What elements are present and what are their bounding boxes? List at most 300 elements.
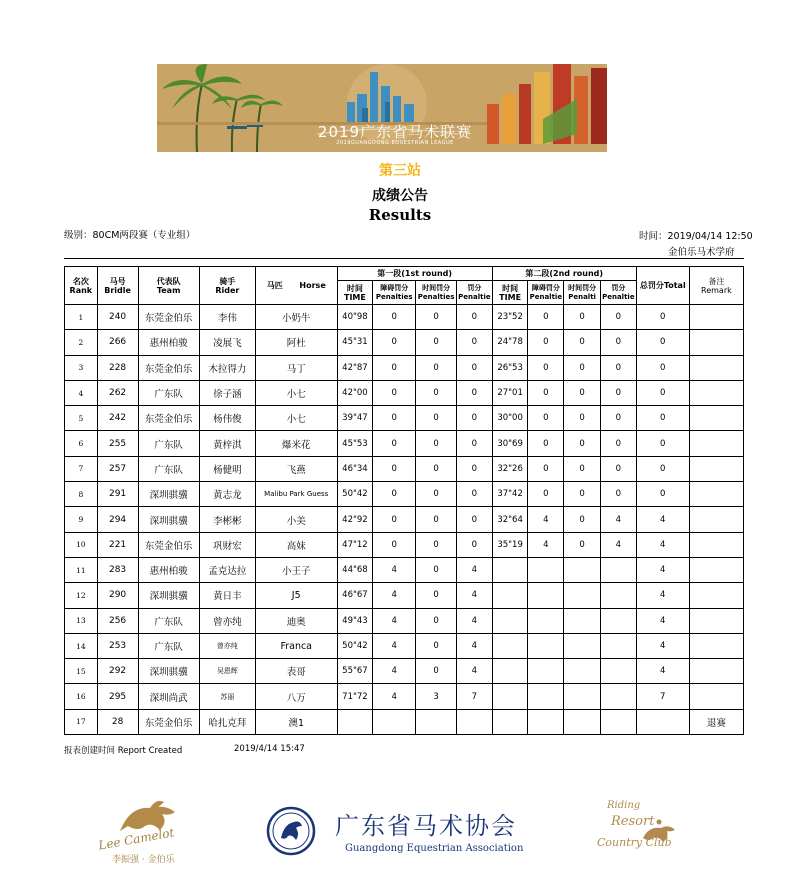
bridle-cell: 221 [97,532,138,557]
r2-penalty-cell [600,583,636,608]
r1-time-penalty-cell: 0 [416,608,457,633]
r1-obstacle-penalty-cell: 4 [373,583,416,608]
horse-cell: 小七 [255,406,337,431]
horse-cell: J5 [255,583,337,608]
rank-cell: 4 [65,380,98,405]
r1-obstacle-penalty-cell [373,709,416,734]
header-horse: 马匹 Horse [255,267,337,305]
r1-obstacle-penalty-cell: 4 [373,557,416,582]
r2-obstacle-penalty-cell [528,583,564,608]
r1-penalty-cell: 0 [457,532,493,557]
bridle-cell: 257 [97,456,138,481]
r1-penalty-cell: 4 [457,583,493,608]
riding-script: Riding [607,800,641,811]
header-r2-time: 时间 TIME [492,281,528,305]
r2-obstacle-penalty-cell: 0 [528,456,564,481]
r2-time-penalty-cell: 0 [564,431,601,456]
r1-time-cell: 50"42 [337,633,373,658]
bridle-cell: 294 [97,507,138,532]
report-created-value: 2019/4/14 15:47 [234,744,305,754]
total-cell: 0 [636,456,689,481]
r1-obstacle-penalty-cell: 0 [373,305,416,330]
horse-cell: 澳1 [255,709,337,734]
r2-time-penalty-cell [564,608,601,633]
r1-time-penalty-cell: 0 [416,380,457,405]
remark-cell [689,583,743,608]
r1-penalty-cell: 4 [457,633,493,658]
rank-cell: 1 [65,305,98,330]
total-cell: 0 [636,431,689,456]
bridle-cell: 292 [97,659,138,684]
header-total: 总罚分Total [636,267,689,305]
r1-penalty-cell: 0 [457,380,493,405]
r1-time-cell: 42"87 [337,355,373,380]
remark-cell [689,330,743,355]
table-row [65,330,744,355]
r2-time-cell: 27"01 [492,380,528,405]
banner-subtitle: 2019GUANGDONG EQUESTRIAN LEAGUE [336,140,454,146]
r2-penalty-cell [600,633,636,658]
bridle-cell: 295 [97,684,138,709]
remark-cell [689,431,743,456]
association-emblem-icon [266,806,316,856]
riding-resort-logo [593,796,683,866]
r1-time-cell: 45"53 [337,431,373,456]
header-r2-obstacle-penalties: 障碍罚分 Penaltie [528,281,564,305]
r2-time-penalty-cell: 0 [564,330,601,355]
horse-cell: 迪奥 [255,608,337,633]
r1-obstacle-penalty-cell: 0 [373,330,416,355]
team-cell: 东莞金伯乐 [138,709,199,734]
r1-time-cell: 42"92 [337,507,373,532]
remark-cell [689,684,743,709]
rider-cell: 徐子涵 [199,380,255,405]
r2-penalty-cell: 0 [600,355,636,380]
rank-cell: 11 [65,557,98,582]
r1-obstacle-penalty-cell: 4 [373,684,416,709]
r2-penalty-cell: 0 [600,456,636,481]
r2-obstacle-penalty-cell [528,659,564,684]
r1-time-penalty-cell: 0 [416,557,457,582]
horse-cell: 阿杜 [255,330,337,355]
r1-time-cell: 50"42 [337,482,373,507]
r2-time-penalty-cell [564,659,601,684]
table-row [65,456,744,481]
r1-time-penalty-cell: 0 [416,406,457,431]
table-row [65,406,744,431]
association-name-cn: 广东省马术协会 [335,812,517,840]
remark-cell [689,482,743,507]
r2-time-cell: 30"00 [492,406,528,431]
remark-cell [689,355,743,380]
horse-cell: 小七 [255,380,337,405]
bridle-cell: 290 [97,583,138,608]
total-cell: 4 [636,583,689,608]
horse-cell: 小美 [255,507,337,532]
lee-camelot-cn: 李振强 · 金伯乐 [112,855,175,865]
r1-time-cell [337,709,373,734]
r2-time-penalty-cell [564,583,601,608]
header-remark: 备注 Remark [689,267,743,305]
total-cell [636,709,689,734]
remark-cell [689,456,743,481]
r2-time-cell: 24"78 [492,330,528,355]
remark-cell [689,305,743,330]
rider-horse-icon [639,818,679,844]
total-cell: 4 [636,557,689,582]
r2-time-cell [492,608,528,633]
r1-time-cell: 71"72 [337,684,373,709]
r1-time-penalty-cell: 0 [416,507,457,532]
rank-cell: 10 [65,532,98,557]
team-cell: 深圳骐骥 [138,659,199,684]
rank-cell: 14 [65,633,98,658]
rank-cell: 2 [65,330,98,355]
r2-time-cell [492,684,528,709]
r1-time-penalty-cell: 0 [416,532,457,557]
rider-cell: 黄志龙 [199,482,255,507]
r1-penalty-cell: 0 [457,406,493,431]
rank-cell: 6 [65,431,98,456]
rider-cell: 黄梓淇 [199,431,255,456]
banner-title: 2019广东省马术联赛 [317,123,473,141]
horse-cell: 小王子 [255,557,337,582]
r1-penalty-cell: 0 [457,456,493,481]
bridle-cell: 240 [97,305,138,330]
r1-time-penalty-cell [416,709,457,734]
r1-obstacle-penalty-cell: 4 [373,659,416,684]
bridle-cell: 253 [97,633,138,658]
header-team: 代表队 Team [138,267,199,305]
horse-cell: Malibu Park Guess [255,482,337,507]
r2-time-penalty-cell [564,557,601,582]
team-cell: 广东队 [138,456,199,481]
table-row [65,583,744,608]
rank-cell: 12 [65,583,98,608]
horse-cell: Franca [255,633,337,658]
country-club-script: Country Club [597,836,672,849]
event-time: 时间：2019/04/14 12:50 [639,231,753,242]
organizer: 金伯乐马术学府 [668,247,735,258]
r2-time-cell: 35"19 [492,532,528,557]
rank-cell: 16 [65,684,98,709]
team-cell: 东莞金伯乐 [138,305,199,330]
remark-cell: 退赛 [689,709,743,734]
r2-time-cell: 26"53 [492,355,528,380]
team-cell: 东莞金伯乐 [138,406,199,431]
r2-time-cell: 32"64 [492,507,528,532]
r1-obstacle-penalty-cell: 4 [373,633,416,658]
total-cell: 4 [636,532,689,557]
table-row [65,557,744,582]
r1-penalty-cell: 4 [457,557,493,582]
r1-time-penalty-cell: 3 [416,684,457,709]
horse-cell: 高妹 [255,532,337,557]
r1-penalty-cell: 0 [457,355,493,380]
header-rank: 名次 Rank [65,267,98,305]
remark-cell [689,507,743,532]
r2-penalty-cell: 0 [600,380,636,405]
bridle-cell: 242 [97,406,138,431]
r2-penalty-cell: 4 [600,507,636,532]
r1-penalty-cell: 4 [457,608,493,633]
bridle-cell: 283 [97,557,138,582]
remark-cell [689,659,743,684]
team-cell: 惠州柏骏 [138,557,199,582]
r1-time-cell: 47"12 [337,532,373,557]
r2-obstacle-penalty-cell: 0 [528,431,564,456]
rider-cell: 木拉得力 [199,355,255,380]
header-r1-time: 时间 TIME [337,281,373,305]
results-title: Results [368,206,432,224]
r2-time-cell: 30"69 [492,431,528,456]
table-row [65,305,744,330]
r2-time-penalty-cell: 0 [564,532,601,557]
association-name-en: Guangdong Equestrian Association [345,843,524,854]
rank-cell: 17 [65,709,98,734]
header-r2-time-penalties: 时间罚分 Penalti [564,281,601,305]
table-row [65,355,744,380]
r1-obstacle-penalty-cell: 0 [373,507,416,532]
r1-obstacle-penalty-cell: 4 [373,608,416,633]
r2-time-cell [492,709,528,734]
rider-cell: 巩财宏 [199,532,255,557]
remark-cell [689,557,743,582]
rider-cell: 黄日丰 [199,583,255,608]
team-cell: 深圳骐骥 [138,583,199,608]
r2-obstacle-penalty-cell [528,633,564,658]
r2-penalty-cell [600,608,636,633]
r1-penalty-cell: 7 [457,684,493,709]
r2-time-penalty-cell: 0 [564,380,601,405]
total-cell: 0 [636,406,689,431]
r1-obstacle-penalty-cell: 0 [373,456,416,481]
bridle-cell: 262 [97,380,138,405]
lee-camelot-logo [90,796,200,871]
r1-penalty-cell [457,709,493,734]
r1-time-penalty-cell: 0 [416,583,457,608]
total-cell: 0 [636,482,689,507]
table-row [65,633,744,658]
r2-penalty-cell [600,709,636,734]
rider-cell: 杨伟俊 [199,406,255,431]
total-cell: 7 [636,684,689,709]
r1-time-penalty-cell: 0 [416,633,457,658]
r2-time-cell [492,583,528,608]
table-row [65,532,744,557]
total-cell: 4 [636,659,689,684]
bridle-cell: 228 [97,355,138,380]
horse-cell: 爆米花 [255,431,337,456]
rider-cell: 李伟 [199,305,255,330]
lee-camelot-script: Lee Camelot [97,825,176,853]
r2-time-cell [492,633,528,658]
team-cell: 广东队 [138,633,199,658]
rider-cell: 曾亦纯 [199,633,255,658]
bridle-cell: 291 [97,482,138,507]
team-cell: 深圳尚武 [138,684,199,709]
header-r1-penalties: 罚分 Penaltie [457,281,493,305]
r1-penalty-cell: 0 [457,305,493,330]
results-table [64,266,744,735]
r2-obstacle-penalty-cell: 4 [528,507,564,532]
rider-cell: 李彬彬 [199,507,255,532]
r2-obstacle-penalty-cell [528,608,564,633]
total-cell: 4 [636,633,689,658]
r1-time-cell: 45"31 [337,330,373,355]
r1-penalty-cell: 0 [457,507,493,532]
horse-cell: 八万 [255,684,337,709]
r1-time-penalty-cell: 0 [416,482,457,507]
bridle-cell: 255 [97,431,138,456]
r2-time-cell [492,557,528,582]
total-cell: 4 [636,608,689,633]
header-r1-obstacle-penalties: 障碍罚分 Penalties [373,281,416,305]
remark-cell [689,532,743,557]
r1-penalty-cell: 4 [457,659,493,684]
r2-penalty-cell [600,684,636,709]
r1-time-cell: 49"43 [337,608,373,633]
r2-obstacle-penalty-cell: 4 [528,532,564,557]
r1-obstacle-penalty-cell: 0 [373,380,416,405]
r1-penalty-cell: 0 [457,482,493,507]
r2-penalty-cell: 0 [600,406,636,431]
r2-penalty-cell: 4 [600,532,636,557]
r1-time-cell: 39"47 [337,406,373,431]
r1-obstacle-penalty-cell: 0 [373,482,416,507]
rank-cell: 5 [65,406,98,431]
r2-time-penalty-cell: 0 [564,482,601,507]
table-row [65,431,744,456]
r2-obstacle-penalty-cell: 0 [528,406,564,431]
r1-time-penalty-cell: 0 [416,456,457,481]
remark-cell [689,406,743,431]
rank-cell: 13 [65,608,98,633]
rider-cell: 孟克达拉 [199,557,255,582]
total-cell: 0 [636,355,689,380]
report-created-label: 报表创建时间 Report Created [64,746,183,756]
r1-obstacle-penalty-cell: 0 [373,406,416,431]
r1-time-cell: 46"34 [337,456,373,481]
rider-cell: 苏丽 [199,684,255,709]
header-divider [64,258,744,259]
total-cell: 0 [636,330,689,355]
r2-obstacle-penalty-cell: 0 [528,330,564,355]
r1-time-cell: 42"00 [337,380,373,405]
table-row [65,608,744,633]
r2-obstacle-penalty-cell [528,684,564,709]
bridle-cell: 256 [97,608,138,633]
r1-time-penalty-cell: 0 [416,659,457,684]
r2-obstacle-penalty-cell [528,557,564,582]
header-rider: 骑手 Rider [199,267,255,305]
stage-title: 第三站 [379,163,421,179]
r1-time-penalty-cell: 0 [416,431,457,456]
r2-penalty-cell: 0 [600,330,636,355]
rank-cell: 7 [65,456,98,481]
r2-time-penalty-cell [564,684,601,709]
table-row [65,709,744,734]
r1-penalty-cell: 0 [457,431,493,456]
rider-cell: 曾亦纯 [199,608,255,633]
notice-title: 成绩公告 [372,188,428,204]
remark-cell [689,608,743,633]
r2-time-cell: 23"52 [492,305,528,330]
remark-cell [689,380,743,405]
r1-time-penalty-cell: 0 [416,355,457,380]
table-row [65,482,744,507]
rider-cell: 杨健明 [199,456,255,481]
r2-obstacle-penalty-cell: 0 [528,305,564,330]
r1-obstacle-penalty-cell: 0 [373,431,416,456]
r2-time-penalty-cell: 0 [564,406,601,431]
results-body [65,305,744,735]
r1-time-penalty-cell: 0 [416,305,457,330]
bridle-cell: 266 [97,330,138,355]
bridle-cell: 28 [97,709,138,734]
r1-time-cell: 40"98 [337,305,373,330]
r1-time-cell: 55"67 [337,659,373,684]
r2-time-penalty-cell: 0 [564,507,601,532]
r2-time-penalty-cell: 0 [564,456,601,481]
r2-penalty-cell [600,659,636,684]
r2-penalty-cell: 0 [600,482,636,507]
total-cell: 0 [636,305,689,330]
league-banner [157,64,607,152]
r2-penalty-cell [600,557,636,582]
r2-time-penalty-cell: 0 [564,305,601,330]
r1-penalty-cell: 0 [457,330,493,355]
r2-obstacle-penalty-cell: 0 [528,482,564,507]
rank-cell: 8 [65,482,98,507]
team-cell: 东莞金伯乐 [138,532,199,557]
team-cell: 深圳骐骥 [138,507,199,532]
header-round1: 第一段(1st round) [337,267,492,281]
r2-time-cell: 37"42 [492,482,528,507]
team-cell: 深圳骐骥 [138,482,199,507]
header-r1-time-penalties: 时间罚分 Penalties [416,281,457,305]
r1-obstacle-penalty-cell: 0 [373,355,416,380]
header-round2: 第二段(2nd round) [492,267,636,281]
team-cell: 广东队 [138,380,199,405]
r2-penalty-cell: 0 [600,305,636,330]
r2-obstacle-penalty-cell: 0 [528,355,564,380]
r2-time-cell: 32"26 [492,456,528,481]
team-cell: 广东队 [138,608,199,633]
r2-time-penalty-cell [564,633,601,658]
rank-cell: 3 [65,355,98,380]
rank-cell: 9 [65,507,98,532]
team-cell: 广东队 [138,431,199,456]
r1-time-penalty-cell: 0 [416,330,457,355]
table-row [65,507,744,532]
rider-cell: 哈扎克拜 [199,709,255,734]
table-row [65,659,744,684]
rank-cell: 15 [65,659,98,684]
table-row [65,380,744,405]
horse-cell: 马丁 [255,355,337,380]
horse-cell: 飞燕 [255,456,337,481]
total-cell: 0 [636,380,689,405]
horse-cell: 表哥 [255,659,337,684]
team-cell: 惠州柏骏 [138,330,199,355]
r2-time-penalty-cell [564,709,601,734]
r1-obstacle-penalty-cell: 0 [373,532,416,557]
header-bridle: 马号 Bridle [97,267,138,305]
r1-time-cell: 44"68 [337,557,373,582]
remark-cell [689,633,743,658]
rider-cell: 吴恩辉 [199,659,255,684]
